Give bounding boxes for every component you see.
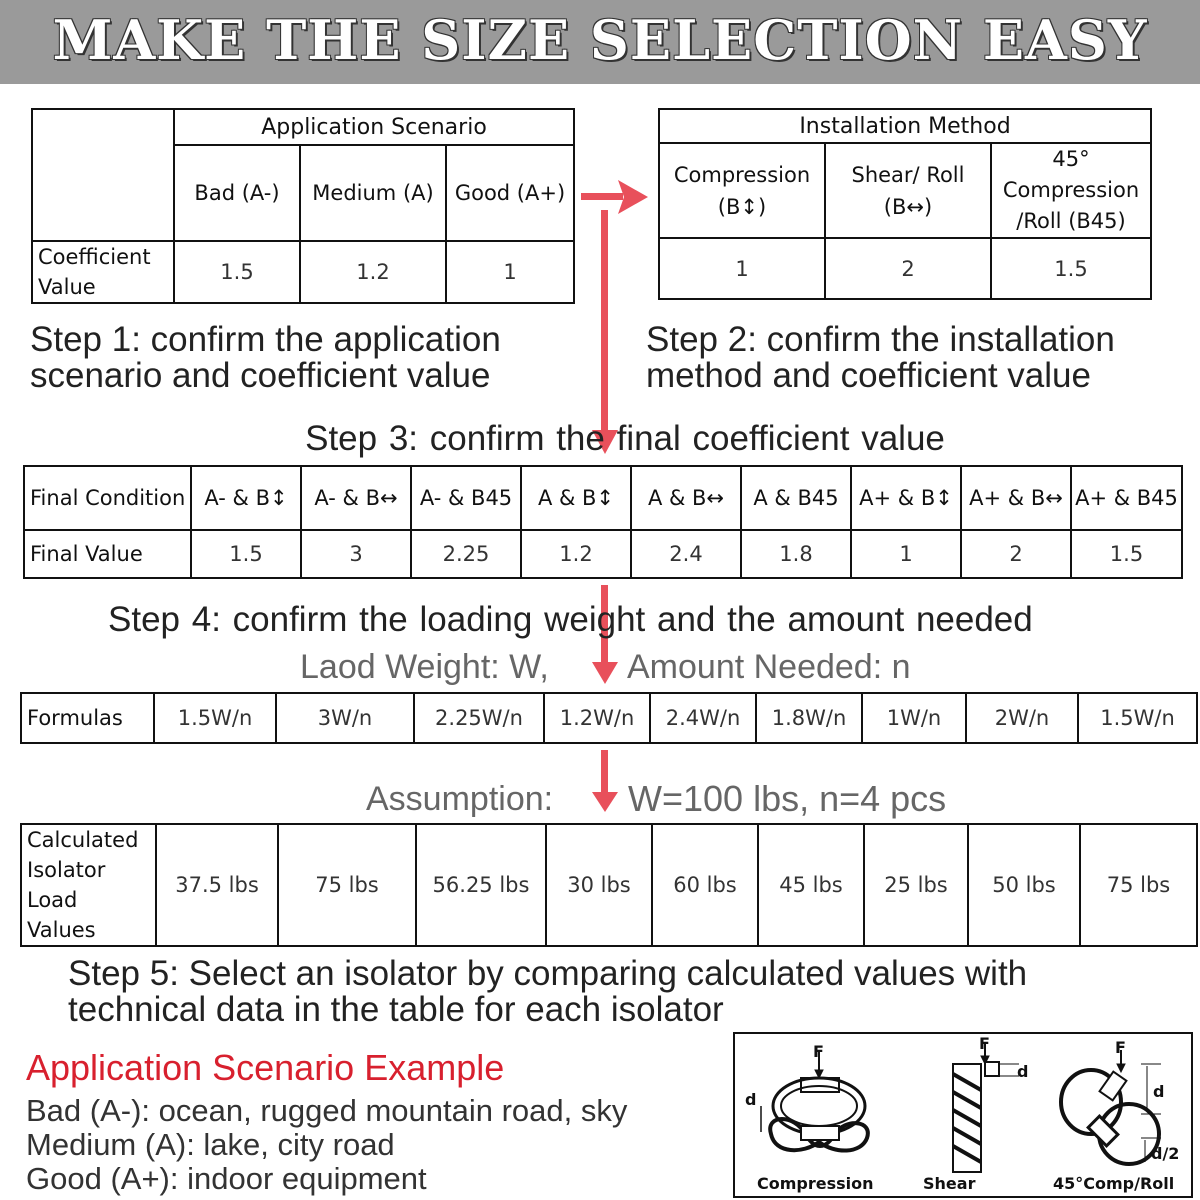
- formula-cell: 2.4W/n: [650, 693, 756, 743]
- col-medium: Medium (A): [300, 145, 446, 241]
- condition-cell: A & B↕: [521, 466, 631, 530]
- example-line: Good (A+): indoor equipment: [26, 1161, 427, 1196]
- load-value-cell: 75 lbs: [278, 824, 416, 946]
- condition-cell: A & B↔: [631, 466, 741, 530]
- formula-cell: 2W/n: [966, 693, 1078, 743]
- step-5-text: [68, 956, 1027, 1028]
- condition-cell: A- & B↕: [191, 466, 301, 530]
- compression-label: Compression: [757, 1174, 874, 1193]
- table-header: Application Scenario: [174, 109, 574, 145]
- row-label: Formulas: [21, 693, 154, 743]
- value-cell: 2.25: [411, 530, 521, 578]
- step-5-line: technical data in the table for each isolator: [68, 990, 724, 1029]
- force-label: F: [1115, 1038, 1126, 1057]
- 45-compression-roll-isolator-icon: [1061, 1050, 1161, 1164]
- example-line: Bad (A-): ocean, rugged mountain road, sky: [26, 1093, 628, 1128]
- col-good: Good (A+): [446, 145, 574, 241]
- col-label: Shear/ Roll: [851, 162, 965, 187]
- col-shear-roll: [825, 143, 991, 238]
- load-value-cell: 50 lbs: [968, 824, 1080, 946]
- formula-cell: 1.8W/n: [756, 693, 862, 743]
- formula-cell: 3W/n: [276, 693, 414, 743]
- value-cell: 1: [446, 241, 574, 303]
- value-cell: 2.4: [631, 530, 741, 578]
- installation-diagram: [733, 1032, 1193, 1198]
- value-cell: 1: [851, 530, 961, 578]
- col-label: 45°: [1052, 147, 1090, 171]
- condition-cell: A+ & B45: [1071, 466, 1182, 530]
- load-value-cell: 25 lbs: [864, 824, 968, 946]
- value-cell: 1: [659, 238, 825, 299]
- step-1-line: Step 1: confirm the application: [30, 320, 501, 359]
- condition-cell: A- & B↔: [301, 466, 411, 530]
- final-condition-table: [23, 465, 1183, 579]
- load-value-cell: 60 lbs: [652, 824, 758, 946]
- load-value-cell: 56.25 lbs: [416, 824, 546, 946]
- row-label: Coefficient Value: [32, 241, 174, 303]
- arrow-down-icon: [592, 662, 618, 684]
- table-header: Installation Method: [659, 109, 1151, 143]
- force-label: F: [979, 1034, 990, 1053]
- assumption-value: W=100 lbs, n=4 pcs: [628, 778, 947, 819]
- installation-method-table: [658, 108, 1152, 300]
- example-line: Medium (A): lake, city road: [26, 1127, 395, 1162]
- shear-label: Shear: [923, 1174, 976, 1193]
- row-label-line: Calculated: [27, 828, 139, 852]
- distance-label: d: [1153, 1082, 1165, 1101]
- row-label-line: Isolator: [27, 858, 106, 882]
- formula-cell: 1.5W/n: [1078, 693, 1197, 743]
- condition-cell: A- & B45: [411, 466, 521, 530]
- row-label-line: Load: [27, 888, 78, 912]
- formulas-table: [20, 692, 1198, 744]
- col-compression: [659, 143, 825, 238]
- application-scenario-table: [31, 108, 575, 304]
- value-cell: 3: [301, 530, 411, 578]
- 45-comp-roll-label: 45°Comp/Roll: [1053, 1174, 1175, 1193]
- shear-isolator-icon: [953, 1042, 1019, 1172]
- step-2-line: method and coefficient value: [646, 356, 1091, 395]
- step-5-line: Step 5: Select an isolator by comparing calculated values with: [68, 954, 1028, 993]
- condition-cell: A+ & B↕: [851, 466, 961, 530]
- row-label: Final Condition: [24, 466, 191, 530]
- formula-cell: 1W/n: [862, 693, 966, 743]
- value-cell: 1.2: [521, 530, 631, 578]
- page-title: MAKE THE SIZE SELECTION EASY: [52, 8, 1148, 72]
- step-2-text: [646, 322, 1115, 394]
- col-symbol: (B↔): [883, 194, 933, 219]
- amount-needed-label: Amount Needed: n: [627, 648, 911, 686]
- load-value-cell: 75 lbs: [1080, 824, 1197, 946]
- value-cell: 1.5: [991, 238, 1151, 299]
- step-3-text: Step 3: confirm the final coefficient value: [305, 419, 945, 458]
- force-label: F: [813, 1042, 824, 1061]
- row-label-line: Values: [27, 918, 96, 942]
- col-bad: Bad (A-): [174, 145, 300, 241]
- value-cell: 1.8: [741, 530, 851, 578]
- distance-label: d: [745, 1090, 757, 1109]
- load-weight-label: Laod Weight: W,: [300, 648, 549, 686]
- arrow-down-icon: [592, 792, 618, 812]
- value-cell: 1.5: [174, 241, 300, 303]
- load-value-cell: 30 lbs: [546, 824, 652, 946]
- value-cell: 1.5: [1071, 530, 1182, 578]
- arrow-head-right-icon: [618, 180, 648, 214]
- row-label: Final Value: [24, 530, 191, 578]
- empty-corner-2: [32, 145, 174, 241]
- load-value-cell: 37.5 lbs: [156, 824, 278, 946]
- value-cell: 1.2: [300, 241, 446, 303]
- compression-isolator-icon: [761, 1050, 868, 1151]
- condition-cell: A & B45: [741, 466, 851, 530]
- value-cell: 2: [825, 238, 991, 299]
- col-45-compression: [991, 143, 1151, 238]
- condition-cell: A+ & B↔: [961, 466, 1071, 530]
- step-2-line: Step 2: confirm the installation: [646, 320, 1115, 359]
- row-label: [21, 824, 156, 946]
- formula-cell: 2.25W/n: [414, 693, 544, 743]
- step-4-text: Step 4: confirm the loading weight and the amount needed: [108, 600, 1033, 639]
- example-title: Application Scenario Example: [26, 1047, 505, 1088]
- load-value-cell: 45 lbs: [758, 824, 864, 946]
- value-cell: 2: [961, 530, 1071, 578]
- value-cell: 1.5: [191, 530, 301, 578]
- col-symbol: /Roll (B45): [1016, 209, 1126, 233]
- formula-cell: 1.5W/n: [154, 693, 276, 743]
- col-label: Compression: [1002, 178, 1140, 202]
- col-symbol: (B↕): [717, 194, 767, 219]
- col-label: Compression: [673, 162, 811, 187]
- half-distance-label: d/2: [1151, 1144, 1180, 1163]
- empty-corner: [32, 109, 174, 145]
- distance-label: d: [1017, 1062, 1029, 1081]
- assumption-label: Assumption:: [366, 780, 554, 818]
- formula-cell: 1.2W/n: [544, 693, 650, 743]
- calculated-values-table: [20, 823, 1198, 947]
- step-1-line: scenario and coefficient value: [30, 356, 491, 395]
- arrow-down-line: [601, 750, 608, 796]
- isolator-illustrations-icon: [735, 1034, 1191, 1196]
- arrow-down-line: [601, 210, 608, 435]
- step-1-text: [30, 322, 501, 394]
- arrow-right-icon: [581, 193, 623, 200]
